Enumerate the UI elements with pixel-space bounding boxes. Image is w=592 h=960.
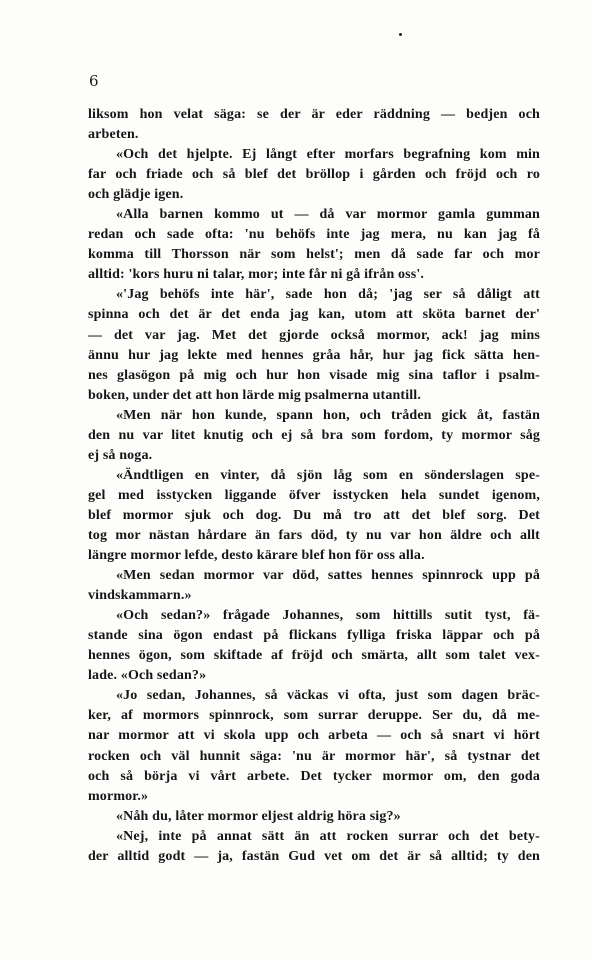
text-line: ker, af mormors spinnrock, som surrar deruppe. Ser du, då me- <box>88 708 540 724</box>
text-line: stande sina ögon endast på flickans fylliga friska läppar och på <box>88 628 540 644</box>
text-line: boken, under det att hon lärde mig psalmerna utantill. <box>88 387 421 403</box>
text-line: «Och det hjelpte. Ej långt efter morfars begrafning kom min <box>116 147 540 163</box>
text-line: nes glasögon på mig och hur hon visade mig sina taflor i psalm- <box>88 367 540 383</box>
text-line: rocken och väl hunnit säga: 'nu är mormor här', så tystnar det <box>88 748 540 764</box>
text-line: tog mor nästan hårdare än fars död, ty nu var hon äldre och allt <box>88 527 540 543</box>
text-line: blef mormor sjuk och dog. Du må tro att det blef sorg. Det <box>88 507 540 523</box>
text-line: «Men sedan mormor var död, sattes hennes spinnrock upp på <box>116 568 540 584</box>
text-line: och glädje igen. <box>88 187 184 203</box>
text-line: arbeten. <box>88 127 139 143</box>
text-line: och så börja vi vårt arbete. Det tycker mormor om, den goda <box>88 768 540 784</box>
text-line: nar mormor att vi skola upp och arbeta — och så snart vi hört <box>88 728 540 744</box>
text-line: lade. «Och sedan?» <box>88 668 207 684</box>
text-line: gel med isstycken liggande öfver isstycken hela sundet igenom, <box>88 487 540 503</box>
text-line: liksom hon velat säga: se der är eder räddning — bedjen och <box>88 107 540 122</box>
text-line: «Och sedan?» frågade Johannes, som hittills sutit tyst, fä- <box>116 608 540 624</box>
ink-speck <box>399 33 402 36</box>
text-line: spinna och det är det enda jag kan, utom att sköta barnet der' <box>88 307 540 323</box>
text-line: mormor.» <box>88 788 149 804</box>
text-line: redan och sade ofta: 'nu behöfs inte jag mera, nu kan jag få <box>88 227 540 243</box>
text-line: der alltid godt — ja, fastän Gud vet om det är så alltid; ty den <box>88 848 540 864</box>
text-line: far och friade och så blef det bröllop i gården och fröjd och ro <box>88 167 540 183</box>
text-line: den nu var litet knutig och ej så bra som fordom, ty mormor såg <box>88 427 540 443</box>
text-line: hennes ögon, som skiftade af fröjd och smärta, allt som talet vex- <box>88 648 540 664</box>
text-line: «Nåh du, låter mormor eljest aldrig höra sig?» <box>116 808 401 824</box>
text-line: «Alla barnen kommo ut — då var mormor gamla gumman <box>116 207 540 223</box>
text-line: — det var jag. Met det gjorde också mormor, ack! jag mins <box>88 327 540 343</box>
text-line: längre mormor lefde, desto kärare blef hon för oss alla. <box>88 548 425 564</box>
text-line: «'Jag behöfs inte här', sade hon då; 'jag ser så dåligt att <box>116 287 540 303</box>
text-line: ej så noga. <box>88 447 153 463</box>
text-line: ännu hur jag lekte med hennes gråa hår, hur jag fick sätta hen- <box>88 347 540 363</box>
text-line: «Nej, inte på annat sätt än att rocken surrar och det bety- <box>116 828 540 844</box>
body-text <box>88 105 540 867</box>
text-line: «Men när hon kunde, spann hon, och tråden gick åt, fastän <box>116 407 540 423</box>
text-line: komma till Thorsson när som helst'; men då sade far och mor <box>88 247 540 263</box>
text-line: vindskammarn.» <box>88 588 192 604</box>
text-line: «Ändtligen en vinter, då sjön låg som en sönderslagen spe- <box>116 467 540 483</box>
text-line: «Jo sedan, Johannes, så väckas vi ofta, just som dagen bräc- <box>116 688 540 704</box>
page-number: 6 <box>89 72 99 90</box>
text-line: alltid: 'kors huru ni talar, mor; inte får ni gå ifrån oss'. <box>88 267 425 283</box>
